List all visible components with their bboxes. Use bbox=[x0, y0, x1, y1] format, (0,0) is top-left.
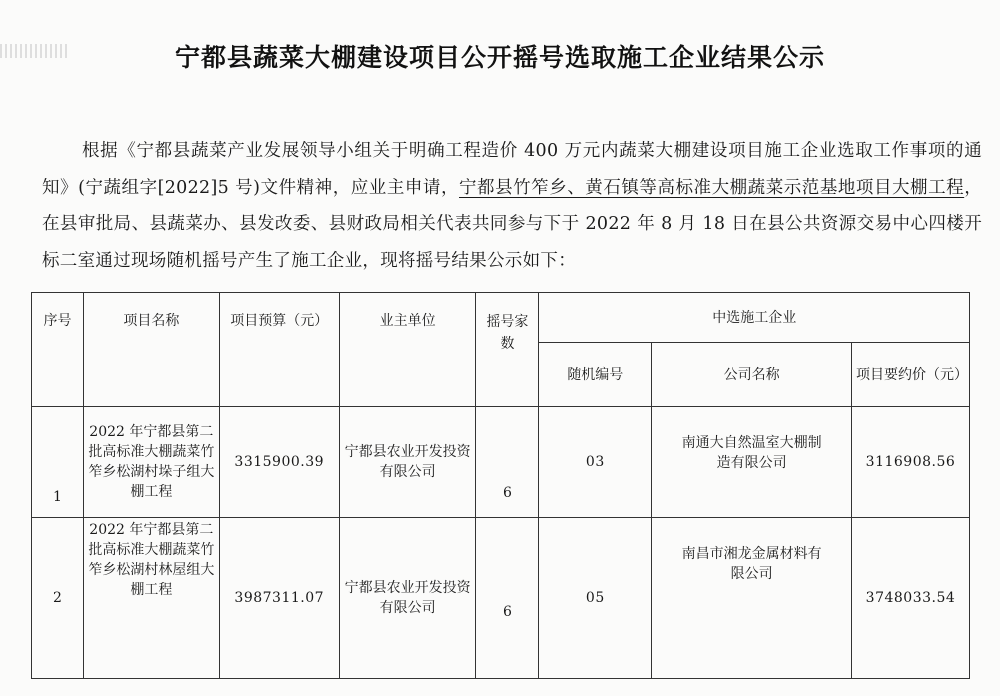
header-project-name: 项目名称 bbox=[83, 293, 219, 407]
intro-paragraph bbox=[42, 133, 982, 279]
cell-contract-price: 3748033.54 bbox=[851, 518, 969, 679]
cell-project-name: 2022 年宁都县第二批高标准大棚蔬菜竹笮乡松湖村林屋组大棚工程 bbox=[83, 518, 219, 679]
header-budget: 项目预算（元） bbox=[219, 293, 339, 407]
cell-seq: 2 bbox=[32, 518, 84, 679]
table-row bbox=[32, 518, 970, 679]
intro-text-1: 根据《宁都县蔬菜产业发展领导小组关于明确工程造价 400 万元内蔬菜大棚建设项目施工企业选取工作事项的通知》(宁蔬组字[2022]5 号)文件精神，应业主申请， bbox=[42, 141, 982, 198]
cell-draw-count: 6 bbox=[476, 518, 539, 679]
cell-company: 南通大自然温室大棚制造有限公司 bbox=[652, 407, 852, 518]
header-contract-price: 项目要约价（元） bbox=[851, 343, 969, 407]
header-owner: 业主单位 bbox=[339, 293, 476, 407]
header-draw-count: 摇号家数 bbox=[476, 293, 539, 407]
cell-company: 南昌市湘龙金属材料有限公司 bbox=[652, 518, 852, 679]
cell-seq: 1 bbox=[32, 407, 84, 518]
intro-project-underlined: 宁都县竹笮乡、黄石镇等高标准大棚蔬菜示范基地项目大棚工程 bbox=[459, 177, 965, 198]
header-selected-group: 中选施工企业 bbox=[539, 293, 970, 343]
cell-owner: 宁都县农业开发投资有限公司 bbox=[339, 518, 476, 679]
cell-draw-count: 6 bbox=[476, 407, 539, 518]
cell-random-no: 05 bbox=[539, 518, 652, 679]
header-company: 公司名称 bbox=[652, 343, 852, 407]
cell-contract-price: 3116908.56 bbox=[851, 407, 969, 518]
cell-project-name: 2022 年宁都县第二批高标准大棚蔬菜竹笮乡松湖村垛子组大棚工程 bbox=[83, 407, 219, 518]
cell-random-no: 03 bbox=[539, 407, 652, 518]
intro-text-2: ，在县审批局、县蔬菜办、县发改委、县财政局相关代表共同参与下于 2022 年 8 月 18 日在县公共资源交易中心四楼开标二室通过现场随机摇号产生了施工企业，现将摇号结果公示如下： bbox=[42, 177, 982, 271]
header-random-no: 随机编号 bbox=[539, 343, 652, 407]
cell-budget: 3315900.39 bbox=[219, 407, 339, 518]
header-row bbox=[32, 293, 970, 343]
document-title: 宁都县蔬菜大棚建设项目公开摇号选取施工企业结果公示 bbox=[174, 43, 825, 72]
cell-owner: 宁都县农业开发投资有限公司 bbox=[339, 407, 476, 518]
result-table bbox=[31, 292, 970, 679]
header-seq: 序号 bbox=[32, 293, 84, 407]
table-row bbox=[32, 407, 970, 518]
cell-budget: 3987311.07 bbox=[219, 518, 339, 679]
